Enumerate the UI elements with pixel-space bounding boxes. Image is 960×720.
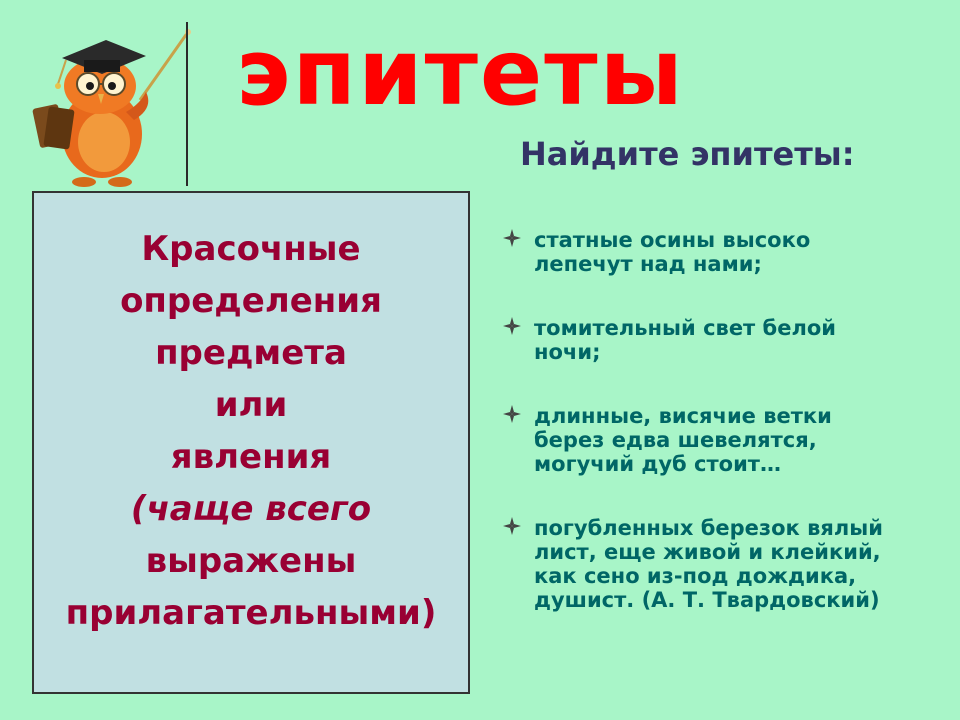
example-line: как сено из-под дождика, [534,564,857,588]
list-item [496,404,936,476]
definition-line: предмета [155,333,347,373]
list-item [496,516,936,612]
definition-line: прилагательными) [65,593,437,633]
subtitle: Найдите эпитеты: [520,135,855,173]
vertical-divider [186,22,188,186]
list-item [496,316,936,364]
example-line: могучий дуб стоит… [534,452,781,476]
owl-teacher-icon [22,22,198,190]
list-item [496,228,936,276]
example-line: ночи; [534,340,601,364]
page-title: эпитеты [236,19,685,126]
example-line: берез едва шевелятся, [534,428,817,452]
example-line: погубленных березок вялый [534,516,883,540]
example-line: томительный свет белой [534,316,836,340]
diamond-bullet-icon [502,316,522,336]
diamond-bullet-icon [502,228,522,248]
definition-text [34,223,468,639]
example-line: лист, еще живой и клейкий, [534,540,881,564]
definition-box [32,191,470,694]
definition-line: выражены [145,541,357,581]
definition-line: определения [120,281,382,321]
example-line: длинные, висячие ветки [534,404,832,428]
example-line: лепечут над нами; [534,252,762,276]
example-line: статные осины высоко [534,228,811,252]
definition-line: Красочные [141,229,361,269]
definition-line: явления [170,437,332,477]
definition-line: или [214,385,288,425]
example-line: душист. (А. Т. Твардовский) [534,588,880,612]
definition-line: (чаще всего [130,489,372,529]
diamond-bullet-icon [502,516,522,536]
examples-list [496,228,936,612]
diamond-bullet-icon [502,404,522,424]
